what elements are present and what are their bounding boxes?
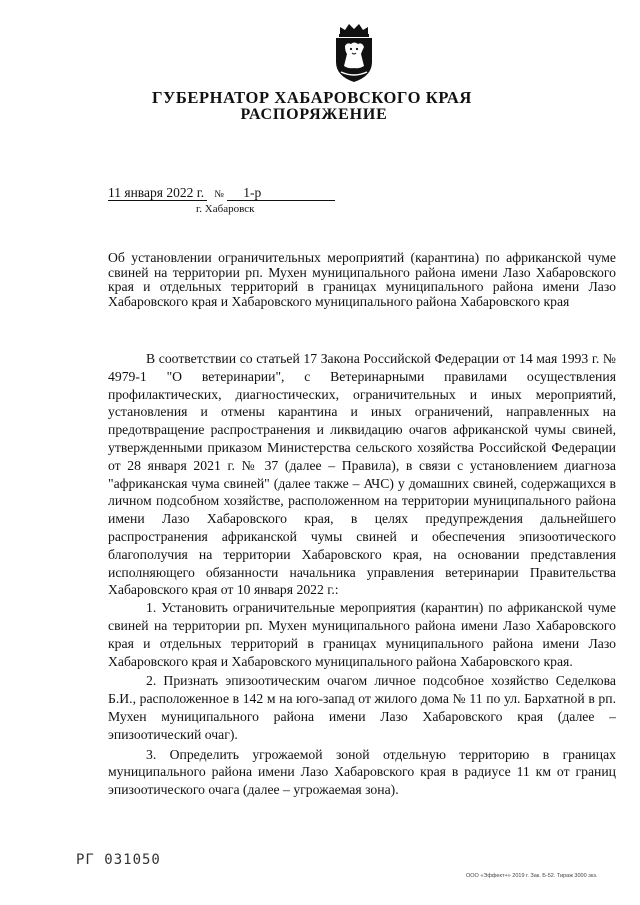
item-2-paragraph: 2. Признать эпизоотическим очагом личное подсобное хозяйство Седелкова Б.И., расположенное в 142 м на юго-запад от жилого дома № 11 по ул. Бархатной в рп. Мухен муниципального района имени Лазо Хабаровского края (далее – эпизоотический очаг). <box>108 673 616 742</box>
date-number-line <box>108 185 335 201</box>
form-serial-number: РГ 031050 <box>76 852 161 868</box>
document-date: 11 января 2022 г. <box>108 186 207 201</box>
item-3-paragraph: 3. Определить угрожаемой зоной отдельную территорию в границах муниципального района имени Лазо Хабаровского края в радиусе 11 км от границ эпизоотического очага (далее – угрожаемая зона). <box>108 746 616 798</box>
coat-of-arms-icon <box>331 22 377 84</box>
document-number: 1-р <box>227 186 335 201</box>
document-subject: Об установлении ограничительных мероприятий (карантина) по африканской чуме свиней на территории рп. Мухен муниципального района имени Лазо Хабаровского края и отдельных территорий в границах муниципального района имени Лазо Хабаровского края и Хабаровского муниципального района Хабаровского края <box>108 250 616 309</box>
document-type: РАСПОРЯЖЕНИЕ <box>240 106 388 123</box>
document-city: г. Хабаровск <box>196 203 255 215</box>
item-1-paragraph: 1. Установить ограничительные мероприятия (карантин) по африканской чуме свиней на территории рп. Мухен муниципального района имени Лазо Хабаровского края и отдельных территорий в границах муниципального района имени Лазо Хабаровского края и Хабаровского муниципального района Хабаровского края. <box>108 600 616 669</box>
number-prefix: № <box>214 189 224 200</box>
printer-imprint: ООО «Эффект+» 2019 г. Зак. Б-52. Тираж 3000 экз. <box>466 873 598 879</box>
issuer-title: ГУБЕРНАТОР ХАБАРОВСКОГО КРАЯ <box>152 88 472 107</box>
preamble-paragraph: В соответствии со статьей 17 Закона Российской Федерации от 14 мая 1993 г. № 4979-1 "О ветеринарии", с Ветеринарными правилами осуществления профилактических, диагностических, ограничительных и иных мероприятий, установления и отмены карантина и иных ограничений, направленных на предотвращение распространения и ликвидацию очагов африканской чумы свиней, утвержденными приказом Министерства сельского хозяйства Российской Федерации от 28 января 2021 г. № 37 (далее – Правила), в связи с установлением диагноза "африканская чума свиней" (далее также – АЧС) у домашних свиней, содержащихся в личном подсобном хозяйстве, расположенном на территории муниципального района имени Лазо Хабаровского края, в целях предупреждения дальнейшего распространения африканской чумы свиней и обеспечения эпизоотического благополучия на территории Хабаровского края, на основании представления исполняющего обязанности начальника управления ветеринарии Правительства Хабаровского края от 10 января 2022 г.: <box>108 351 616 598</box>
document-body <box>108 350 616 799</box>
